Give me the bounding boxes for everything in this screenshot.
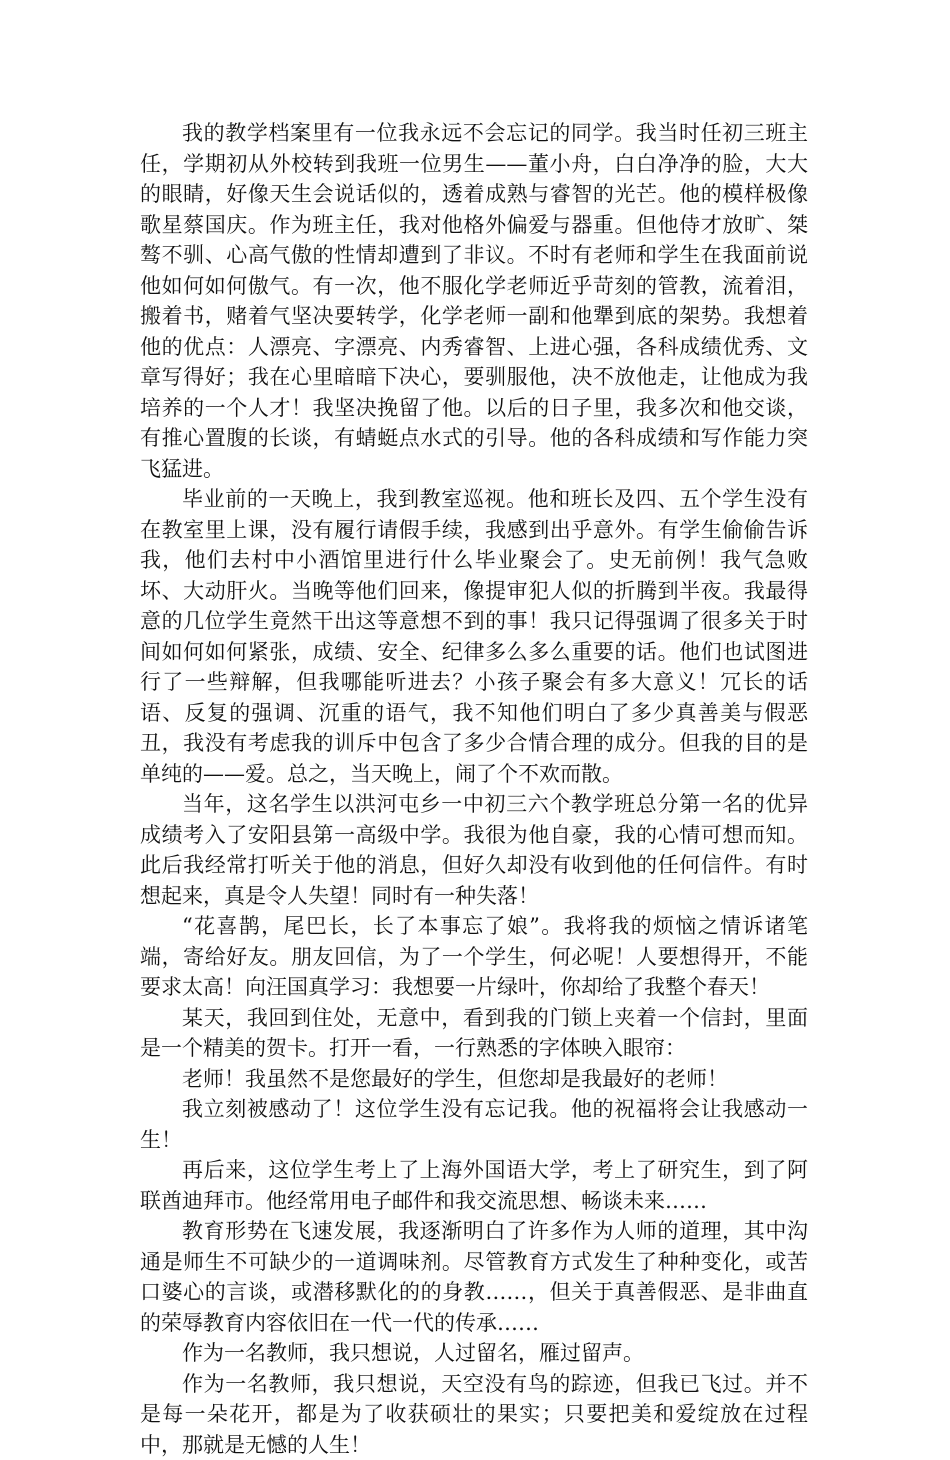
paragraph-5: 某天，我回到住处，无意中，看到我的门锁上夹着一个信封，里面是一个精美的贺卡。打开一看，一行熟悉的字体映入眼帘：	[140, 1003, 808, 1064]
paragraph-9: 教育形势在飞速发展，我逐渐明白了许多作为人师的道理，其中沟通是师生不可缺少的一道调味剂。尽管教育方式发生了种种变化，或苦口婆心的言谈，或潜移默化的的身教……，但关于真善假恶、是非曲直的荣辱教育内容依旧在一代一代的传承……	[140, 1216, 808, 1338]
paragraph-4: “花喜鹊，尾巴长，长了本事忘了娘”。我将我的烦恼之情诉诸笔端，寄给好友。朋友回信，为了一个学生，何必呢！人要想得开，不能要求太高！向汪国真学习：我想要一片绿叶，你却给了我整个春天！	[140, 911, 808, 1003]
paragraph-10: 作为一名教师，我只想说，人过留名，雁过留声。	[140, 1338, 808, 1369]
paragraph-2: 毕业前的一天晚上，我到教室巡视。他和班长及四、五个学生没有在教室里上课，没有履行请假手续，我感到出乎意外。有学生偷偷告诉我，他们去村中小酒馆里进行什么毕业聚会了。史无前例！我气急败坏、大动肝火。当晚等他们回来，像提审犯人似的折腾到半夜。我最得意的几位学生竟然干出这等意想不到的事！我只记得强调了很多关于时间如何如何紧张，成绩、安全、纪律多么多么重要的话。他们也试图进行了一些辩解，但我哪能听进去？小孩子聚会有多大意义！冗长的话语、反复的强调、沉重的语气，我不知他们明白了多少真善美与假恶丑，我没有考虑我的训斥中包含了多少合情合理的成分。但我的目的是单纯的——爱。总之，当天晚上，闹了个不欢而散。	[140, 484, 808, 789]
paragraph-1: 我的教学档案里有一位我永远不会忘记的同学。我当时任初三班主任，学期初从外校转到我班一位男生——董小舟，白白净净的脸，大大的眼睛，好像天生会说话似的，透着成熟与睿智的光芒。他的模样极像歌星蔡国庆。作为班主任，我对他格外偏爱与器重。但他侍才放旷、桀骜不驯、心高气傲的性情却遭到了非议。不时有老师和学生在我面前说他如何如何傲气。有一次，他不服化学老师近乎苛刻的管教，流着泪，搬着书，赌着气坚决要转学，化学老师一副和他犟到底的架势。我想着他的优点：人漂亮、字漂亮、内秀睿智、上进心强，各科成绩优秀、文章写得好；我在心里暗暗下决心，要驯服他，决不放他走，让他成为我培养的一个人才！我坚决挽留了他。以后的日子里，我多次和他交谈，有推心置腹的长谈，有蜻蜓点水式的引导。他的各科成绩和写作能力突飞猛进。	[140, 118, 808, 484]
paragraph-7: 我立刻被感动了！这位学生没有忘记我。他的祝福将会让我感动一生！	[140, 1094, 808, 1155]
paragraph-6: 老师！我虽然不是您最好的学生，但您却是我最好的老师！	[140, 1064, 808, 1095]
document-body	[140, 118, 808, 1460]
paragraph-3: 当年，这名学生以洪河屯乡一中初三六个教学班总分第一名的优异成绩考入了安阳县第一高级中学。我很为他自豪，我的心情可想而知。此后我经常打听关于他的消息，但好久却没有收到他的任何信件。有时想起来，真是令人失望！同时有一种失落！	[140, 789, 808, 911]
paragraph-8: 再后来，这位学生考上了上海外国语大学，考上了研究生，到了阿联酋迪拜市。他经常用电子邮件和我交流思想、畅谈未来……	[140, 1155, 808, 1216]
paragraph-11: 作为一名教师，我只想说，天空没有鸟的踪迹，但我已飞过。并不是每一朵花开，都是为了收获硕壮的果实；只要把美和爱绽放在过程中，那就是无憾的人生！	[140, 1369, 808, 1460]
